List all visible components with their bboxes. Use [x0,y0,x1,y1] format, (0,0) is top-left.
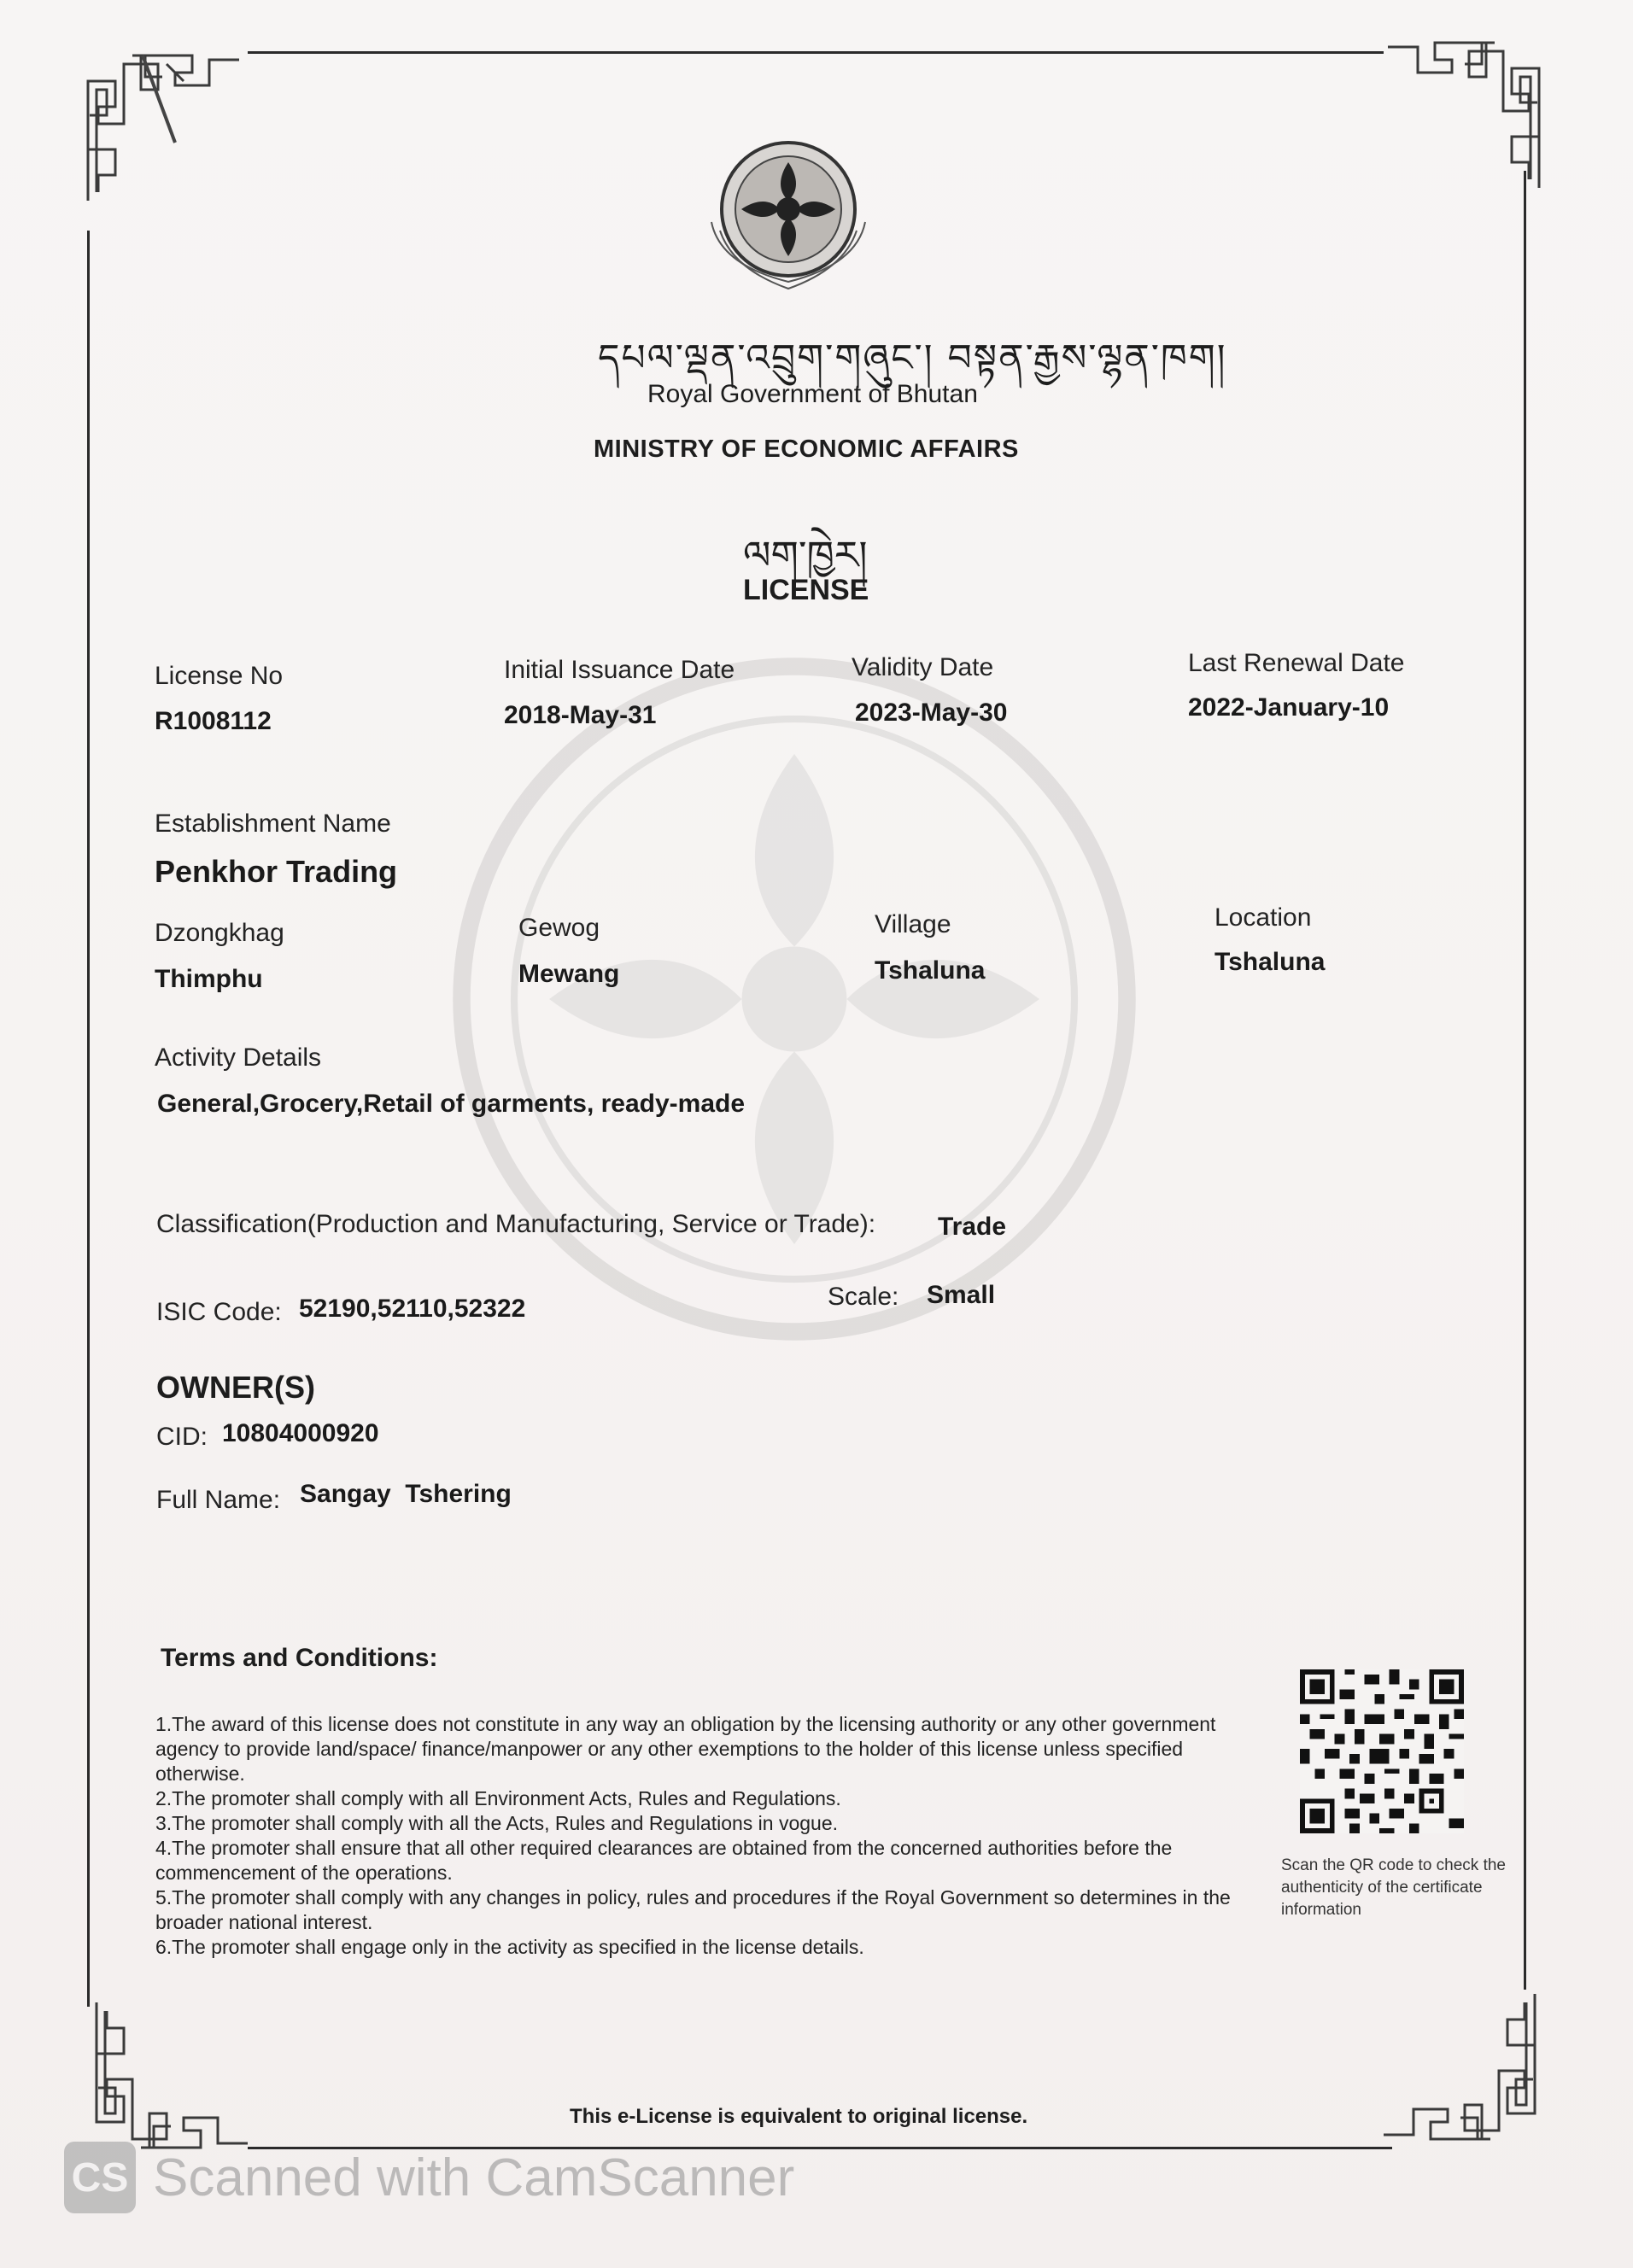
fret-corner-ornament-icon [81,47,243,209]
government-name: Royal Government of Bhutan [647,380,978,408]
terms-title: Terms and Conditions: [161,1644,438,1672]
scale-value: Small [927,1281,996,1309]
border-right [1524,171,1526,1990]
dzongkha-government-title: དཔལ་ལྡན་འབྲུག་གཞུང་། བསྟན་རྒྱས་ལྷན་ཁག། [598,336,1227,380]
fret-corner-ornament-icon [1384,34,1546,196]
qr-code-icon [1300,1669,1464,1833]
gewog-value: Mewang [518,960,620,988]
renewal-date-label: Last Renewal Date [1188,649,1405,677]
scale-label: Scale: [828,1283,899,1311]
footer-note: This e-License is equivalent to original license. [570,2105,1028,2128]
license-no-label: License No [155,662,284,690]
fret-corner-ornament-icon [1379,1985,1542,2148]
location-value: Tshaluna [1215,948,1326,976]
terms-item: 6.The promoter shall engage only in the activity as specified in the license details. [155,1936,864,1958]
validity-date-value: 2023-May-30 [855,699,1008,727]
terms-item: 4.The promoter shall ensure that all other required clearances are obtained from the concerned authorities before the commencement of the operations. [155,1837,1173,1884]
terms-item: 5.The promoter shall comply with any changes in policy, rules and procedures if the Royal Government so determines in the broader national interest. [155,1886,1231,1933]
camscanner-watermark [64,2143,794,2212]
village-value: Tshaluna [875,956,986,985]
establishment-name-value: Penkhor Trading [155,854,398,889]
terms-item: 3.The promoter shall comply with all the Acts, Rules and Regulations in vogue. [155,1812,839,1834]
dzongkhag-value: Thimphu [155,965,263,993]
location-label: Location [1215,903,1312,932]
isic-code-value: 52190,52110,52322 [299,1295,526,1323]
camscanner-logo-icon: CS [64,2142,136,2213]
license-title: LICENSE [743,574,869,606]
ministry-name: MINISTRY OF ECONOMIC AFFAIRS [594,435,1019,463]
full-name-value: Sangay Tshering [300,1480,512,1508]
validity-date-label: Validity Date [852,653,994,681]
terms-item: 1.The award of this license does not constitute in any way an obligation by the licensing authority or any other government agency to provide land/space/ finance/manpower or any other exemptions to the holder of this license unless specified otherwise. [155,1713,1216,1785]
full-name-label: Full Name: [156,1486,281,1514]
license-no-value: R1008112 [155,707,272,735]
royal-emblem-icon [703,137,874,299]
activity-details-label: Activity Details [155,1043,322,1072]
cid-label: CID: [156,1423,208,1451]
border-left [87,231,90,2007]
fret-corner-ornament-icon [90,1994,252,2156]
establishment-name-label: Establishment Name [155,810,391,838]
issuance-date-label: Initial Issuance Date [504,656,735,684]
dzongkhag-label: Dzongkhag [155,919,284,947]
border-top [248,51,1384,54]
isic-code-label: ISIC Code: [156,1298,282,1326]
owners-heading: OWNER(S) [156,1370,315,1405]
camscanner-text: Scanned with CamScanner [153,2148,795,2207]
terms-list [155,1712,1274,1960]
gewog-label: Gewog [518,914,600,942]
activity-details-value: General,Grocery,Retail of garments, ready-made [157,1090,746,1118]
issuance-date-value: 2018-May-31 [504,701,657,729]
classification-value: Trade [938,1213,1007,1241]
renewal-date-value: 2022-January-10 [1188,693,1390,722]
qr-caption: Scan the QR code to check the authenticity of the certificate information [1281,1856,1506,1919]
terms-item: 2.The promoter shall comply with all Environment Acts, Rules and Regulations. [155,1787,841,1809]
emblem-watermark-icon [444,649,1144,1349]
dzongkha-license-title: ལག་ཁྱེར། [743,532,868,578]
classification-label: Classification(Production and Manufacturing, Service or Trade): [156,1210,876,1238]
cid-value: 10804000920 [222,1419,379,1447]
village-label: Village [875,910,951,938]
